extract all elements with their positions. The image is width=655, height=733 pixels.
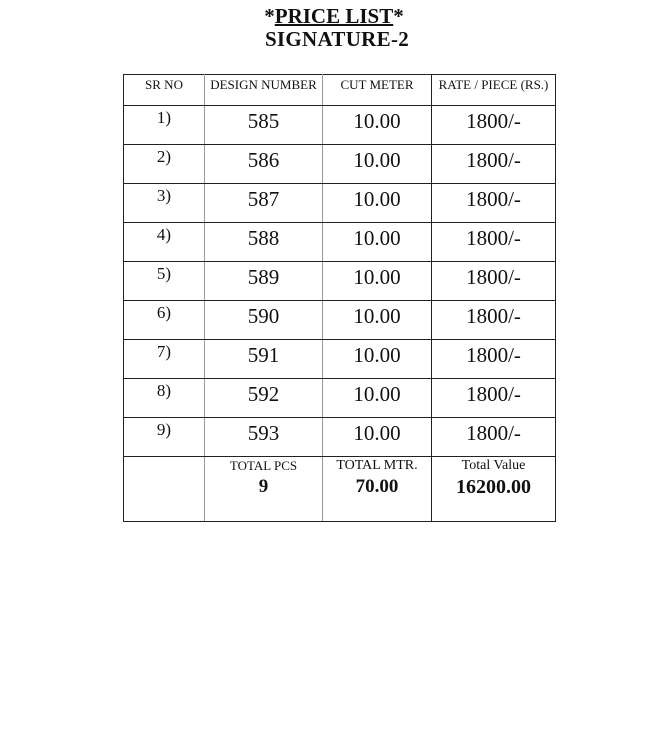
sr-no-cell [124,418,205,457]
catalog-subtitle: SIGNATURE-2 [264,27,410,51]
table-row [124,262,556,301]
total-mtr-label: TOTAL MTR. [336,458,418,473]
cut-meter-cell-text: 10.00 [353,304,401,328]
rate-cell [432,301,556,340]
design-number-cell [205,106,323,145]
design-number-cell-text: 589 [247,265,280,289]
rate-cell [432,145,556,184]
cut-meter-cell [323,262,432,301]
rate-cell-text: 1800/- [466,265,521,289]
cut-meter-cell [323,340,432,379]
rate-cell [432,340,556,379]
price-list-title: *PRICE LIST* [264,4,404,28]
sr-no-cell-text: 6) [156,303,172,322]
design-number-cell [205,262,323,301]
total-pcs-value: 9 [258,476,269,497]
sr-no-cell-text: 3) [156,186,172,205]
design-number-cell-text: 590 [247,304,280,328]
sr-no-cell-text: 8) [156,381,172,400]
header-cut-meter: CUT METER [323,75,432,106]
cut-meter-cell-text: 10.00 [353,109,401,133]
sr-no-cell [124,145,205,184]
rate-cell [432,379,556,418]
rate-cell [432,184,556,223]
cut-meter-cell [323,223,432,262]
design-number-cell [205,418,323,457]
table-row [124,301,556,340]
sr-no-cell-text: 1) [156,108,172,127]
sr-no-cell-text: 4) [156,225,172,244]
cut-meter-cell-text: 10.00 [353,187,401,211]
rate-cell [432,223,556,262]
sr-no-cell [124,223,205,262]
cut-meter-cell-text: 10.00 [353,421,401,445]
total-mtr-cell [323,457,432,522]
cut-meter-cell [323,379,432,418]
sr-no-cell [124,262,205,301]
total-value-amount: 16200.00 [456,476,531,498]
table-header-row [124,75,556,106]
total-value-label: Total Value [461,458,526,473]
table-row [124,379,556,418]
cut-meter-cell [323,145,432,184]
sr-no-cell [124,184,205,223]
table-row [124,340,556,379]
cut-meter-cell [323,106,432,145]
design-number-cell-text: 586 [247,148,280,172]
table-row [124,418,556,457]
design-number-cell-text: 587 [247,187,280,211]
total-mtr-value: 70.00 [355,476,399,497]
rate-cell-text: 1800/- [466,421,521,445]
sr-no-cell-text: 2) [156,147,172,166]
total-pcs-label: TOTAL PCS [229,458,298,473]
sr-no-cell-text: 5) [156,264,172,283]
totals-row [124,457,556,522]
design-number-cell [205,184,323,223]
design-number-cell-text: 592 [247,382,280,406]
rate-cell-text: 1800/- [466,187,521,211]
header-rate-per-piece: RATE / PIECE (RS.) [432,75,556,106]
table-row [124,184,556,223]
design-number-cell [205,379,323,418]
rate-cell-text: 1800/- [466,343,521,367]
rate-cell-text: 1800/- [466,109,521,133]
cut-meter-cell [323,418,432,457]
design-number-cell-text: 593 [247,421,280,445]
sr-no-cell-text: 7) [156,342,172,361]
table-row [124,223,556,262]
sr-no-cell [124,106,205,145]
cut-meter-cell [323,184,432,223]
rate-cell-text: 1800/- [466,304,521,328]
cut-meter-cell-text: 10.00 [353,265,401,289]
total-pcs-cell [205,457,323,522]
design-number-cell [205,223,323,262]
sr-no-cell [124,340,205,379]
rate-cell-text: 1800/- [466,226,521,250]
header-design-number: DESIGN NUMBER [205,75,323,106]
sr-no-cell-text: 9) [156,420,172,439]
design-number-cell [205,301,323,340]
cut-meter-cell [323,301,432,340]
design-number-cell-text: 588 [247,226,280,250]
header-sr-no: SR NO [124,75,205,106]
design-number-cell-text: 591 [247,343,280,367]
design-number-cell [205,145,323,184]
rate-cell [432,262,556,301]
sr-no-cell [124,301,205,340]
rate-cell-text: 1800/- [466,148,521,172]
design-number-cell-text: 585 [247,109,280,133]
price-table [123,74,556,522]
rate-cell [432,418,556,457]
table-row [124,145,556,184]
cut-meter-cell-text: 10.00 [353,343,401,367]
cut-meter-cell-text: 10.00 [353,148,401,172]
totals-empty-cell [124,457,205,522]
table-row [124,106,556,145]
sr-no-cell [124,379,205,418]
cut-meter-cell-text: 10.00 [353,382,401,406]
total-value-cell [432,457,556,522]
rate-cell-text: 1800/- [466,382,521,406]
design-number-cell [205,340,323,379]
cut-meter-cell-text: 10.00 [353,226,401,250]
rate-cell [432,106,556,145]
